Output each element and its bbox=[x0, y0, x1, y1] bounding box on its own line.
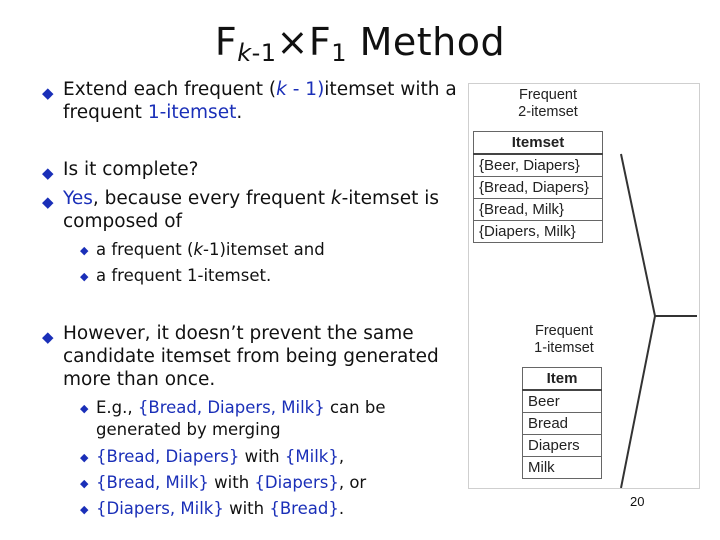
table-row: {Beer, Diapers} bbox=[474, 154, 603, 177]
diamond-bullet-icon: ◆ bbox=[42, 164, 54, 182]
sub-bullet-k-1-itemset: ◆ a frequent (k-1)itemset and bbox=[80, 239, 410, 261]
square-bullet-icon: ◆ bbox=[80, 244, 89, 257]
frequent-1-itemset-heading: Frequent 1-itemset bbox=[534, 323, 594, 356]
title-times-f: ×F bbox=[276, 20, 332, 64]
merge-bracket-line bbox=[621, 154, 655, 488]
diamond-bullet-icon: ◆ bbox=[42, 193, 54, 211]
title-sub-k: k bbox=[237, 39, 252, 67]
merge-arrow-diagram bbox=[469, 84, 699, 488]
square-bullet-icon: ◆ bbox=[80, 503, 89, 516]
bullet-however: ◆ However, it doesn’t prevent the same candidate itemset from being generated more than once. bbox=[42, 323, 439, 390]
diamond-bullet-icon: ◆ bbox=[42, 328, 54, 346]
sub-bullet-merge-1: ◆ {Bread, Diapers} with {Milk}, bbox=[80, 446, 410, 468]
title-method: Method bbox=[347, 20, 506, 64]
slide-title bbox=[0, 20, 720, 67]
page-number: 20 bbox=[630, 494, 645, 509]
item-column-header: Item bbox=[523, 368, 602, 391]
bullet-complete: ◆ Is it complete? bbox=[42, 159, 199, 182]
table-row: Diapers bbox=[523, 435, 602, 457]
table-row: Beer bbox=[523, 390, 602, 413]
title-f: F bbox=[214, 20, 238, 64]
sub-bullet-merge-2: ◆ {Bread, Milk} with {Diapers}, or bbox=[80, 472, 410, 494]
sub-bullet-example: ◆ E.g., {Bread, Diapers, Milk} can be generated by merging bbox=[80, 398, 386, 439]
square-bullet-icon: ◆ bbox=[80, 402, 89, 415]
table-row: {Diapers, Milk} bbox=[474, 221, 603, 243]
table-row: {Bread, Diapers} bbox=[474, 177, 603, 199]
table-row: Milk bbox=[523, 457, 602, 479]
square-bullet-icon: ◆ bbox=[80, 477, 89, 490]
bullet-yes: ◆ Yes, because every frequent k-itemset is composed of bbox=[42, 188, 439, 232]
table-row: Bread bbox=[523, 413, 602, 435]
itemset-column-header: Itemset bbox=[474, 132, 603, 155]
bullet-extend: ◆ Extend each frequent (k - 1)itemset with a frequent 1-itemset. bbox=[42, 79, 457, 123]
diamond-bullet-icon: ◆ bbox=[42, 84, 54, 102]
sub-bullet-merge-3: ◆ {Diapers, Milk} with {Bread}. bbox=[80, 498, 410, 520]
square-bullet-icon: ◆ bbox=[80, 451, 89, 464]
sub-bullet-1-itemset: ◆ a frequent 1-itemset. bbox=[80, 265, 410, 287]
square-bullet-icon: ◆ bbox=[80, 270, 89, 283]
table-row: {Bread, Milk} bbox=[474, 199, 603, 221]
itemset-merge-figure bbox=[468, 83, 700, 489]
frequent-2-itemset-heading: Frequent 2-itemset bbox=[518, 87, 578, 120]
title-sub-minus1: -1 bbox=[251, 39, 277, 67]
title-sub-1: 1 bbox=[331, 39, 348, 67]
